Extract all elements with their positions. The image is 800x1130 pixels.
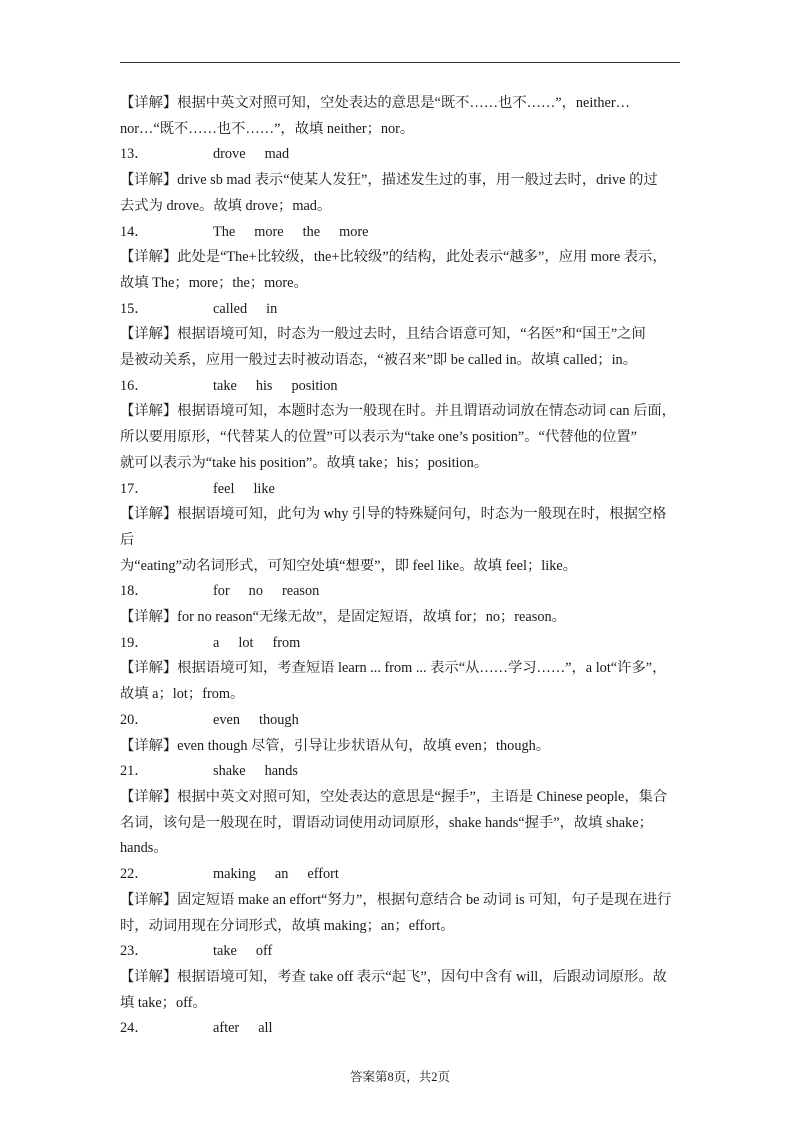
question-number: 22． [120, 866, 149, 883]
answer-row [120, 477, 680, 503]
answer-item-15 [120, 297, 680, 374]
answer-item-18 [120, 579, 680, 630]
answer-word: The [213, 223, 236, 240]
answer-row [120, 374, 680, 400]
answer-row [120, 1016, 680, 1042]
explanation-line: 【详解】根据语境可知，此句为 why 引导的特殊疑问句，时态为一般现在时，根据空格后 [120, 506, 667, 548]
explanation-line: 【详解】even though 尽管，引导让步状语从句，故填 even；though。 [120, 737, 551, 754]
explanation-line: 名词，该句是一般现在时，谓语动词使用动词原形，shake hands“握手”，故填 shake； [120, 814, 653, 831]
answer-word: all [258, 1020, 273, 1037]
answer-word: more [339, 223, 369, 240]
explanation-continuation [120, 91, 680, 142]
answer-row [120, 862, 680, 888]
explanation-line: 【详解】for no reason“无缘无故”，是固定短语，故填 for；no；reason。 [120, 609, 566, 626]
explanation-line: hands。 [120, 840, 168, 857]
answer-word: his [255, 377, 273, 394]
question-number: 18． [120, 583, 149, 600]
answer-word: even [213, 711, 240, 728]
answer-item-13 [120, 142, 680, 219]
answer-word: reason [281, 583, 320, 600]
page-content [120, 91, 680, 1042]
page-footer: 答案第8页，共2页 [349, 1070, 450, 1084]
question-number: 23． [120, 943, 149, 960]
explanation-line: 故填 a；lot；from。 [120, 686, 245, 703]
answer-item-17 [120, 477, 680, 580]
answer-row [120, 579, 680, 605]
header-rule [120, 62, 680, 63]
answer-word: making [213, 866, 256, 883]
explanation-line: 【详解】根据语境可知，时态为一般过去时，且结合语意可知，“名医”和“国王”之间 [120, 326, 646, 343]
answer-word: drove [213, 146, 246, 163]
question-number: 13． [120, 146, 149, 163]
question-number: 16． [120, 377, 149, 394]
question-number: 21． [120, 763, 149, 780]
answer-item-19 [120, 631, 680, 708]
answer-word: hands [264, 763, 298, 780]
explanation-line: 【详解】根据中英文对照可知，空处表达的意思是“既不……也不……”，neither… [120, 95, 630, 111]
explanation-line: 就可以表示为“take his position”。故填 take；his；position。 [120, 454, 489, 471]
explanation-line: 为“eating”动名词形式，可知空处填“想要”，即 feel like。故填 feel；like。 [120, 557, 577, 574]
explanation-line: 【详解】根据语境可知，本题时态为一般现在时。并且谓语动词放在情态动词 can 后面， [120, 403, 676, 420]
answer-word: take [213, 943, 237, 960]
explanation-line: 时，动词用现在分词形式，故填 making；an；effort。 [120, 917, 455, 934]
answer-item-24 [120, 1016, 680, 1042]
explanation-line: 【详解】固定短语 make an effort“努力”，根据句意结合 be 动词 is 可知，句子是现在进行 [120, 891, 672, 908]
answer-word: from [272, 634, 301, 651]
answer-word: called [213, 300, 248, 317]
answer-word: position [291, 377, 338, 394]
answer-word: more [254, 223, 284, 240]
explanation-line: 【详解】根据中英文对照可知，空处表达的意思是“握手”，主语是 Chinese people，集合 [120, 788, 668, 805]
answer-word: for [213, 583, 230, 600]
answer-row [120, 220, 680, 246]
answer-row [120, 939, 680, 965]
answer-word: take [213, 377, 237, 394]
explanation-line: 【详解】根据语境可知，考查 take off 表示“起飞”，因句中含有 will，后跟动词原形。故 [120, 968, 667, 985]
explanation-line: nor…“既不……也不……”，故填 neither；nor。 [120, 120, 415, 137]
answer-word: in [266, 300, 278, 317]
answer-word: after [213, 1020, 240, 1037]
answer-item-16 [120, 374, 680, 477]
explanation-line: 填 take；off。 [120, 994, 207, 1011]
answer-item-23 [120, 939, 680, 1016]
answer-item-14 [120, 220, 680, 297]
explanation-line: 去式为 drove。故填 drove；mad。 [120, 197, 332, 214]
answer-item-20 [120, 708, 680, 759]
answer-word: shake [213, 763, 246, 780]
question-number: 20． [120, 711, 149, 728]
question-number: 24． [120, 1020, 149, 1037]
explanation-line: 所以要用原形，“代替某人的位置”可以表示为“take one’s position”。“代替他的位置” [120, 429, 638, 446]
answer-word: off [255, 943, 273, 960]
explanation-line: 【详解】此处是“The+比较级，the+比较级”的结构，此处表示“越多”，应用 more 表示， [120, 249, 667, 266]
answer-row [120, 297, 680, 323]
answer-word: though [259, 711, 299, 728]
explanation-line: 故填 The；more；the；more。 [120, 274, 308, 291]
answer-item-21 [120, 759, 680, 862]
explanation-line: 【详解】drive sb mad 表示“使某人发狂”，描述发生过的事，用一般过去时，drive 的过 [120, 172, 658, 189]
answer-row [120, 631, 680, 657]
answer-word: effort [307, 866, 339, 883]
answer-word: the [302, 223, 321, 240]
answer-word: a [213, 634, 220, 651]
explanation-line: 是被动关系，应用一般过去时被动语态，“被召来”即 be called in。故填 called；in。 [120, 352, 637, 369]
answer-word: mad [264, 146, 290, 163]
question-number: 14． [120, 223, 149, 240]
explanation-line: 【详解】根据语境可知，考查短语 learn ... from ... 表示“从……学习……”，a lot“许多”， [120, 660, 667, 677]
answer-row [120, 759, 680, 785]
answer-item-22 [120, 862, 680, 939]
question-number: 19． [120, 634, 149, 651]
answer-word: like [253, 480, 275, 497]
answer-word: no [248, 583, 263, 600]
answer-word: feel [213, 480, 235, 497]
answer-row [120, 142, 680, 168]
answer-word: lot [238, 634, 254, 651]
answer-row [120, 708, 680, 734]
answer-word: an [274, 866, 289, 883]
question-number: 15． [120, 300, 149, 317]
question-number: 17． [120, 480, 149, 497]
